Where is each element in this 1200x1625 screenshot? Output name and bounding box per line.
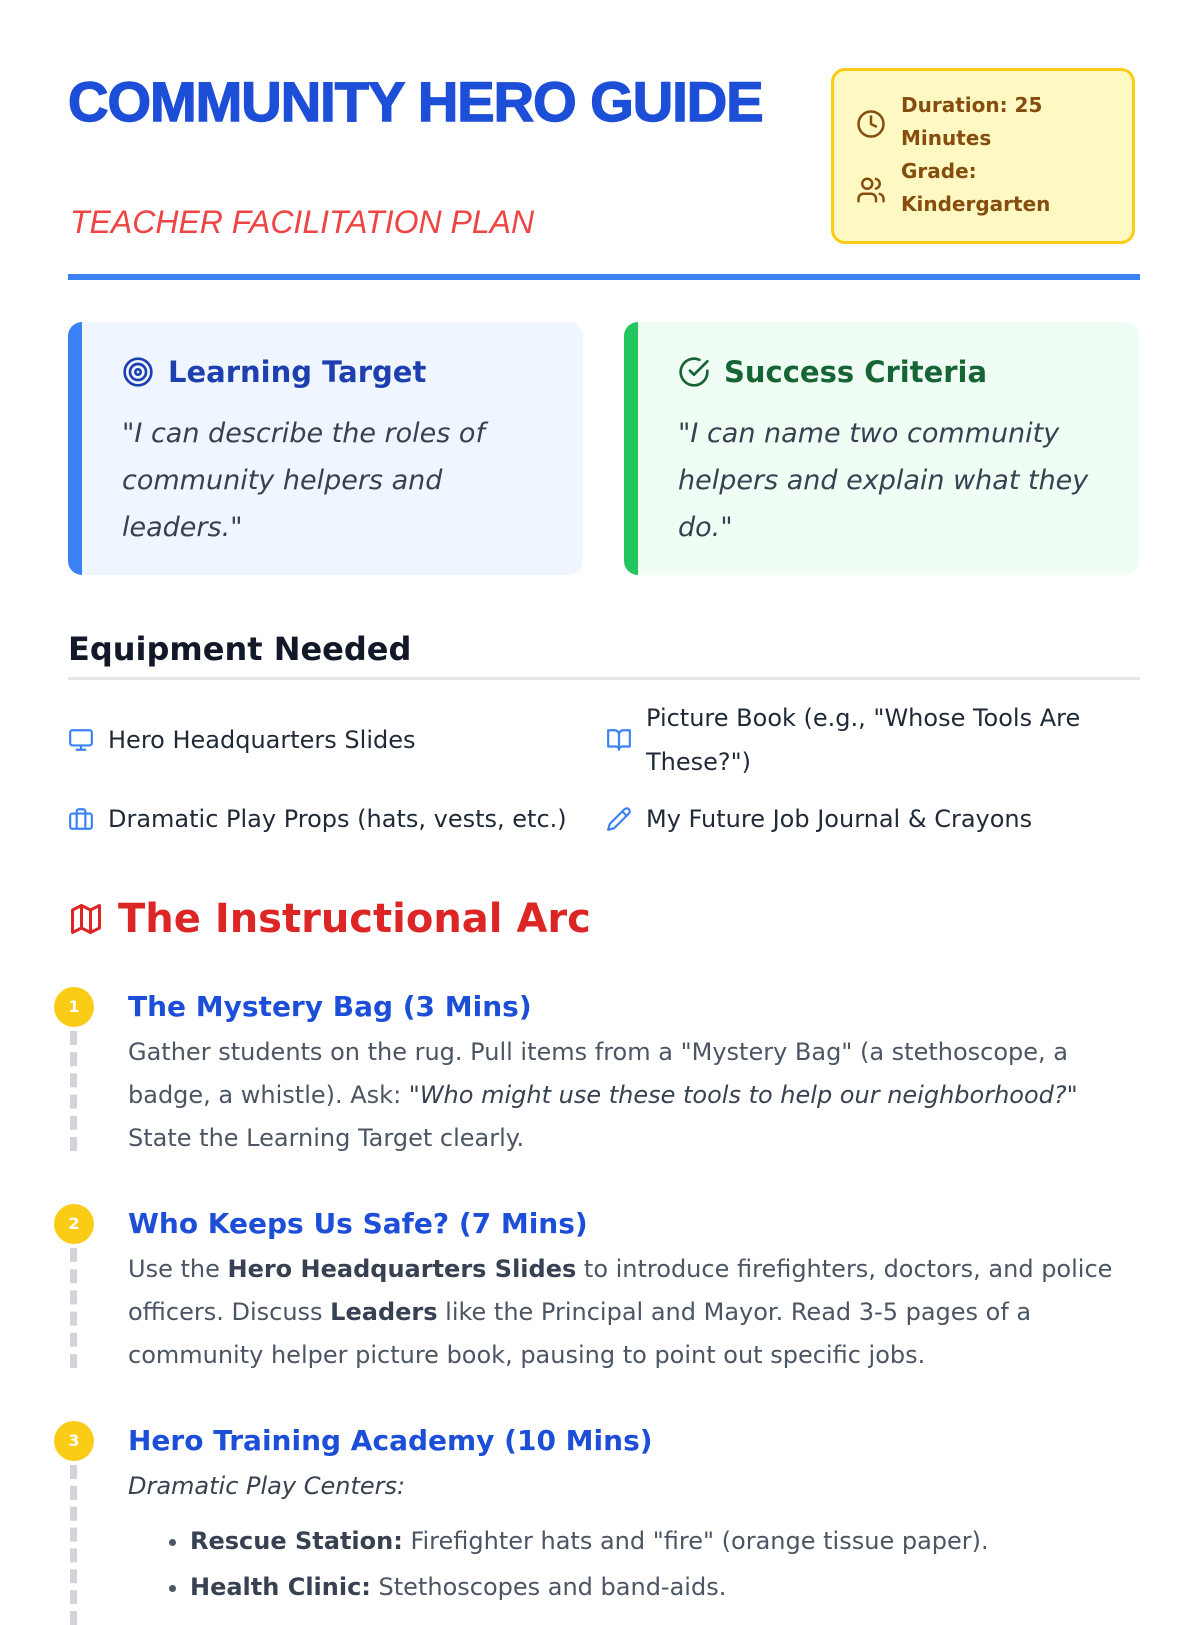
step-title: The Mystery Bag (3 Mins) [128,990,532,1023]
instructional-arc-heading [68,896,591,942]
learning-target-card [68,322,583,575]
duration-text: Duration: 25 Minutes [901,93,1043,150]
equipment-title: Equipment Needed [68,630,412,668]
step-description: Gather students on the rug. Pull items from a "Mystery Bag" (a stethoscope, a badge, a whistle). Ask: "Who might use these tools to help our neighborhood?" State the Learning Target clearly. [128,1038,1078,1152]
list-item: • Rescue Station: Firefighter hats and "fire" (orange tissue paper). [190,1518,1128,1564]
equipment-label: My Future Job Journal & Crayons [646,805,1033,833]
page-subtitle: TEACHER FACILITATION PLAN [70,204,535,240]
center-list [128,1518,1128,1610]
pencil-icon [606,806,632,832]
briefcase-icon [68,806,94,832]
grade-text: Grade: Kindergarten [901,159,1051,216]
equipment-label: Dramatic Play Props (hats, vests, etc.) [108,805,567,833]
map-icon [68,901,104,937]
header-divider [68,274,1140,280]
check-circle-icon [678,356,710,388]
learning-target-title: Learning Target [168,355,427,389]
equipment-item [68,797,567,841]
equipment-label: Hero Headquarters Slides [108,726,416,754]
equipment-item [606,797,1032,841]
learning-target-text: "I can describe the roles of community helpers and leaders." [122,418,485,543]
success-criteria-text: "I can name two community helpers and explain what they do." [678,418,1089,543]
step-description: Use the Hero Headquarters Slides to introduce firefighters, doctors, and police officers. Discuss Leaders like the Principal and Mayor. Read 3-5 pages of a community helper picture book, pausing to point out specific jobs. [128,1255,1113,1369]
timeline-line [70,1031,77,1151]
step-number-badge: 2 [54,1204,94,1244]
clock-icon [856,109,886,139]
success-criteria-card [624,322,1139,575]
users-icon [856,175,886,205]
equipment-item [606,696,1106,784]
step-intro: Dramatic Play Centers: [128,1472,406,1500]
lesson-plan-page [68,0,1140,1600]
equipment-divider [68,677,1140,680]
step-title: Who Keeps Us Safe? (7 Mins) [128,1207,588,1240]
step-number-badge: 3 [54,1421,94,1461]
equipment-item [68,718,416,762]
list-item: • Health Clinic: Stethoscopes and band-aids. [190,1564,1128,1610]
step-description [128,1465,1128,1610]
page-title: COMMUNITY HERO GUIDE [68,70,763,133]
target-icon [122,356,154,388]
instructional-arc-title: The Instructional Arc [118,896,591,942]
equipment-label: Picture Book (e.g., "Whose Tools Are These?") [646,704,1081,776]
timeline-line [70,1248,77,1368]
step-title: Hero Training Academy (10 Mins) [128,1424,653,1457]
lesson-info-box [831,68,1135,244]
step-number-badge: 1 [54,987,94,1027]
timeline-line [70,1465,77,1625]
success-criteria-title: Success Criteria [724,355,988,389]
monitor-icon [68,727,94,753]
book-open-icon [606,727,632,753]
